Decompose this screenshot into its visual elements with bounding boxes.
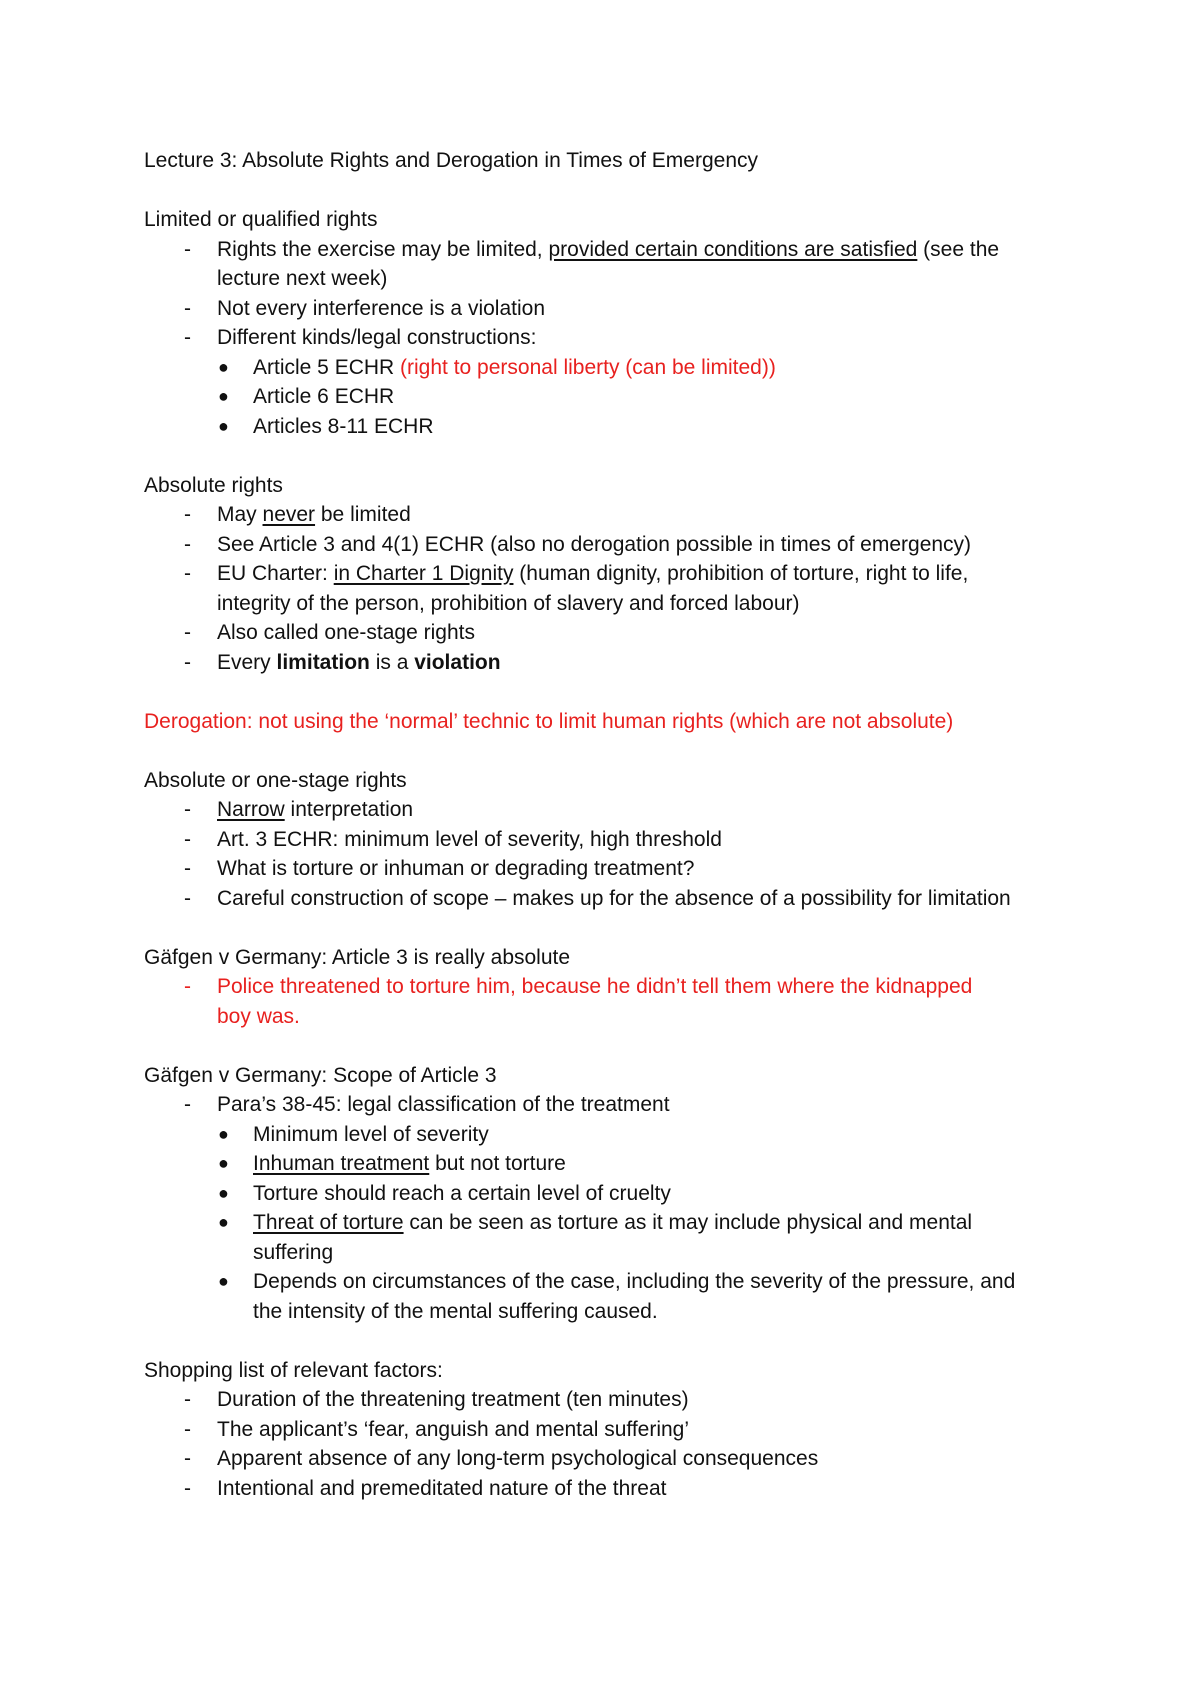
item-text: Articles 8-11 ECHR bbox=[253, 414, 434, 438]
red-note-text: (right to personal liberty (can be limited)) bbox=[400, 355, 776, 379]
item-text: lecture next week) bbox=[217, 267, 388, 290]
list-item bbox=[144, 559, 1064, 589]
item-text: suffering bbox=[253, 1240, 334, 1264]
bullet-marker: ● bbox=[218, 1153, 229, 1173]
section-heading-shopping-list: Shopping list of relevant factors: bbox=[144, 1358, 443, 1382]
dash-marker: - bbox=[184, 1093, 191, 1116]
item-text: Minimum level of severity bbox=[253, 1122, 489, 1146]
list-item-continuation bbox=[144, 589, 1064, 619]
list-item bbox=[144, 854, 1064, 884]
lecture-title: Lecture 3: Absolute Rights and Derogation in Times of Emergency bbox=[144, 149, 759, 172]
item-text: See Article 3 and 4(1) ECHR (also no derogation possible in times of emergency) bbox=[217, 532, 972, 556]
bullet-item bbox=[144, 1267, 1064, 1297]
list-item bbox=[144, 618, 1064, 648]
underlined-text: Threat of torture bbox=[253, 1211, 404, 1234]
list-item bbox=[144, 972, 1064, 1002]
bullet-marker: ● bbox=[218, 1123, 229, 1144]
item-text: May bbox=[217, 503, 263, 526]
item-text: What is torture or inhuman or degrading treatment? bbox=[217, 857, 695, 880]
dash-marker: - bbox=[184, 975, 191, 998]
bullet-marker: ● bbox=[218, 1212, 229, 1232]
bullet-item-continuation bbox=[144, 1297, 1064, 1327]
item-text: Intentional and premeditated nature of the threat bbox=[217, 1476, 667, 1500]
dash-marker: - bbox=[184, 886, 191, 910]
item-text: Apparent absence of any long-term psychological consequences bbox=[217, 1447, 819, 1470]
dash-marker: - bbox=[184, 296, 191, 320]
item-text: Careful construction of scope – makes up for the absence of a possibility for limitation bbox=[217, 886, 1011, 910]
underlined-text: provided certain conditions are satisfied bbox=[548, 237, 918, 261]
derogation-definition: Derogation: not using the ‘normal’ technic to limit human rights (which are not absolute) bbox=[144, 709, 954, 733]
list-item bbox=[144, 500, 1064, 530]
item-text: interpretation bbox=[284, 798, 414, 821]
bullet-item bbox=[144, 1120, 1064, 1150]
list-item bbox=[144, 1385, 1064, 1415]
item-text: Torture should reach a certain level of cruelty bbox=[253, 1181, 671, 1205]
item-text: Rights the exercise may be limited, bbox=[217, 237, 549, 261]
bullet-marker: ● bbox=[218, 415, 229, 436]
bullet-item bbox=[144, 353, 1064, 383]
list-item bbox=[144, 323, 1064, 353]
bullet-marker: ● bbox=[218, 356, 229, 377]
list-item bbox=[144, 294, 1064, 324]
dash-marker: - bbox=[184, 237, 191, 261]
item-text: Also called one-stage rights bbox=[217, 621, 475, 644]
document-body bbox=[144, 146, 1064, 1503]
list-item bbox=[144, 1090, 1064, 1120]
dash-marker: - bbox=[184, 857, 191, 880]
underlined-text: Inhuman treatment bbox=[253, 1152, 430, 1175]
list-item bbox=[144, 1444, 1064, 1474]
spacer bbox=[144, 176, 1064, 206]
bullet-marker: ● bbox=[218, 386, 229, 406]
spacer bbox=[144, 677, 1064, 707]
dash-marker: - bbox=[184, 562, 191, 585]
list-item bbox=[144, 648, 1064, 678]
item-text: Depends on circumstances of the case, including the severity of the pressure, and bbox=[253, 1270, 1016, 1293]
list-item bbox=[144, 884, 1064, 914]
item-text: Article 5 ECHR bbox=[253, 355, 401, 379]
item-text: be limited bbox=[315, 503, 411, 526]
item-text: EU Charter: bbox=[217, 562, 334, 585]
bold-text: violation bbox=[414, 650, 501, 674]
dash-marker: - bbox=[184, 650, 191, 674]
item-text: Art. 3 ECHR: minimum level of severity, high threshold bbox=[217, 827, 722, 851]
dash-marker: - bbox=[184, 798, 191, 821]
list-item bbox=[144, 1415, 1064, 1445]
section-heading-one-stage: Absolute or one-stage rights bbox=[144, 768, 407, 792]
item-text: integrity of the person, prohibition of slavery and forced labour) bbox=[217, 591, 800, 615]
red-note-text: Police threatened to torture him, because he didn’t tell them where the kidnapped bbox=[217, 975, 973, 998]
item-text: is a bbox=[369, 650, 415, 674]
dash-marker: - bbox=[184, 1447, 191, 1470]
section-heading-gafgen-absolute: Gäfgen v Germany: Article 3 is really absolute bbox=[144, 945, 571, 969]
item-text: the intensity of the mental suffering caused. bbox=[253, 1299, 658, 1323]
list-item bbox=[144, 1474, 1064, 1504]
bullet-marker: ● bbox=[218, 1182, 229, 1203]
bullet-item bbox=[144, 382, 1064, 412]
section-heading-absolute: Absolute rights bbox=[144, 473, 283, 497]
item-text: (human dignity, prohibition of torture, right to life, bbox=[513, 562, 969, 585]
spacer bbox=[144, 736, 1064, 766]
section-heading-limited: Limited or qualified rights bbox=[144, 208, 378, 231]
item-text: Duration of the threatening treatment (ten minutes) bbox=[217, 1388, 689, 1411]
bullet-item bbox=[144, 412, 1064, 442]
list-item bbox=[144, 795, 1064, 825]
red-note-text: boy was. bbox=[217, 1004, 300, 1028]
item-text: Para’s 38-45: legal classification of the treatment bbox=[217, 1093, 670, 1116]
list-item-continuation bbox=[144, 1002, 1064, 1032]
item-text: The applicant’s ‘fear, anguish and mental suffering’ bbox=[217, 1417, 690, 1441]
item-text: can be seen as torture as it may include physical and mental bbox=[403, 1211, 973, 1234]
spacer bbox=[144, 1031, 1064, 1061]
item-text: (see the bbox=[917, 237, 1000, 261]
list-item bbox=[144, 825, 1064, 855]
bullet-marker: ● bbox=[218, 1271, 229, 1291]
dash-marker: - bbox=[184, 1476, 191, 1500]
bullet-item bbox=[144, 1208, 1064, 1238]
bullet-item bbox=[144, 1149, 1064, 1179]
dash-marker: - bbox=[184, 1388, 191, 1411]
list-item bbox=[144, 235, 1064, 265]
dash-marker: - bbox=[184, 827, 191, 851]
underlined-text: Narrow bbox=[217, 798, 285, 821]
list-item bbox=[144, 530, 1064, 560]
item-text: Different kinds/legal constructions: bbox=[217, 326, 537, 349]
spacer bbox=[144, 441, 1064, 471]
item-text: Article 6 ECHR bbox=[253, 385, 395, 408]
dash-marker: - bbox=[184, 621, 191, 644]
dash-marker: - bbox=[184, 326, 191, 349]
spacer bbox=[144, 1326, 1064, 1356]
section-heading-gafgen-scope: Gäfgen v Germany: Scope of Article 3 bbox=[144, 1063, 497, 1087]
dash-marker: - bbox=[184, 1417, 191, 1441]
bullet-item-continuation bbox=[144, 1238, 1064, 1268]
dash-marker: - bbox=[184, 532, 191, 556]
bullet-item bbox=[144, 1179, 1064, 1209]
item-text: Not every interference is a violation bbox=[217, 296, 545, 320]
list-item-continuation bbox=[144, 264, 1064, 294]
underlined-text: in Charter 1 Dignity bbox=[333, 562, 514, 585]
underlined-text: never bbox=[262, 503, 316, 526]
item-text: but not torture bbox=[429, 1152, 566, 1175]
item-text: Every bbox=[217, 650, 277, 674]
bold-text: limitation bbox=[276, 650, 370, 674]
dash-marker: - bbox=[184, 503, 191, 526]
spacer bbox=[144, 913, 1064, 943]
